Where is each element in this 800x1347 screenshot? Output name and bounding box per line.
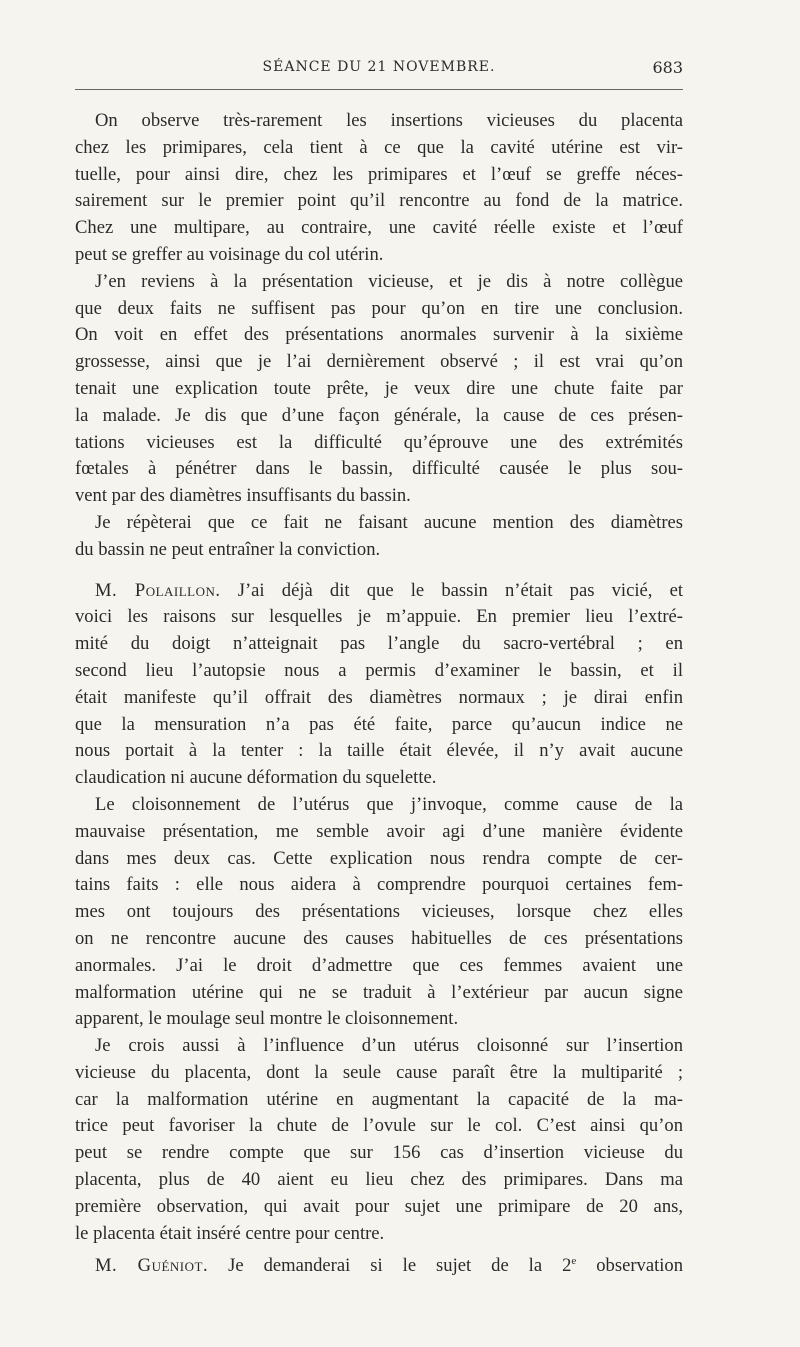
paragraph: [75, 108, 683, 269]
paragraph: [75, 510, 683, 564]
text-line: On voit en effet des présentations anormales survenir à la sixième: [75, 324, 683, 346]
text-line: [75, 1253, 683, 1280]
text-line: Je crois aussi à l’influence d’un utérus cloisonné sur l’insertion: [95, 1035, 683, 1057]
text-line: second lieu l’autopsie nous a permis d’examiner le bassin, et il: [75, 659, 683, 681]
text-line: trice peut favoriser la chute de l’ovule sur le col. C’est ainsi qu’on: [75, 1115, 683, 1137]
text-line: malformation utérine qui ne se traduit à l’extérieur par aucun signe: [75, 981, 683, 1003]
page-number: 683: [652, 58, 683, 77]
text-line: que deux faits ne suffisent pas pour qu’on en tire une conclusion.: [75, 297, 683, 319]
text-line: car la malformation utérine en augmentant la capacité de la ma-: [75, 1088, 683, 1110]
text-line: peut se rendre compte que sur 156 cas d’insertion vicieuse du: [75, 1142, 683, 1164]
page-body: [75, 108, 683, 1280]
paragraph: [75, 269, 683, 510]
text-line: grossesse, ainsi que je l’ai dernièrement observé ; il est vrai qu’on: [75, 351, 683, 373]
text-line: dans mes deux cas. Cette explication nous rendra compte de cer-: [75, 847, 683, 869]
text-line: placenta, plus de 40 aient eu lieu chez des primipares. Dans ma: [75, 1169, 683, 1191]
text-line: anormales. J’ai le droit d’admettre que ces femmes avaient une: [75, 954, 683, 976]
text-line: nous portait à la tenter : la taille était élevée, il n’y avait aucune: [75, 740, 683, 762]
text-line: mes ont toujours des présentations vicieuses, lorsque chez elles: [75, 901, 683, 923]
text-line: sairement sur le premier point qu’il rencontre au fond de la matrice.: [75, 190, 683, 212]
text-line: était manifeste qu’il offrait des diamètres normaux ; je dirai enfin: [75, 686, 683, 708]
text-line: tuelle, pour ainsi dire, chez les primipares et l’œuf se greffe néces-: [75, 163, 683, 185]
superscript: e: [571, 1255, 577, 1268]
text-line: que la mensuration n’a pas été faite, parce qu’aucun indice ne: [75, 713, 683, 735]
paragraph: [75, 792, 683, 1033]
text-line: tains faits : elle nous aidera à comprendre pourquoi certaines fem-: [75, 874, 683, 896]
text-run: observation: [576, 1255, 683, 1277]
text-line: J’en reviens à la présentation vicieuse, et je dis à notre collègue: [95, 270, 683, 292]
text-line: peut se greffer au voisinage du col utérin.: [75, 243, 384, 265]
page-header: [75, 55, 683, 83]
section-gap: [75, 564, 683, 578]
paragraph: [75, 1033, 683, 1247]
text-line: du bassin ne peut entraîner la conviction.: [75, 538, 381, 560]
book-page: [75, 55, 683, 1280]
text-line: claudication ni aucune déformation du squelette.: [75, 767, 437, 789]
text-line: tations vicieuses est la difficulté qu’éprouve une des extrémités: [75, 431, 683, 453]
paragraph: [75, 1253, 683, 1280]
text-run: Je demanderai si le sujet de la 2: [228, 1255, 572, 1277]
text-line: fœtales à pénétrer dans le bassin, difficulté causée le plus sou-: [75, 458, 683, 480]
text-line: voici les raisons sur lesquelles je m’appuie. En premier lieu l’extré-: [75, 606, 683, 628]
text-line: [75, 578, 683, 605]
text-line: première observation, qui avait pour sujet une primipare de 20 ans,: [75, 1195, 683, 1217]
text-line: Je répèterai que ce fait ne faisant aucune mention des diamètres: [95, 511, 683, 533]
text-line: Chez une multipare, au contraire, une cavité réelle existe et l’œuf: [75, 217, 683, 239]
text-line: mité du doigt n’atteignait pas l’angle du sacro-vertébral ; en: [75, 633, 683, 655]
speaker-name: M. Polaillon.: [95, 579, 221, 601]
text-line: On observe très-rarement les insertions vicieuses du placenta: [95, 110, 683, 131]
text-line: Le cloisonnement de l’utérus que j’invoque, comme cause de la: [95, 793, 683, 815]
text-line: mauvaise présentation, me semble avoir agi d’une manière évidente: [75, 820, 683, 842]
text-line: vicieuse du placenta, dont la seule cause paraît être la multiparité ;: [75, 1061, 683, 1083]
paragraph: [75, 578, 683, 792]
text-line: vent par des diamètres insuffisants du bassin.: [75, 485, 411, 507]
text-run: J’ai déjà dit que le bassin n’était pas vicié, et: [237, 579, 684, 601]
running-title: SÉANCE DU 21 NOVEMBRE.: [262, 59, 496, 75]
text-line: la malade. Je dis que d’une façon générale, la cause de ces présen-: [75, 404, 683, 426]
text-line: le placenta était inséré centre pour centre.: [75, 1222, 385, 1244]
text-line: apparent, le moulage seul montre le cloisonnement.: [75, 1008, 459, 1030]
header-rule: [75, 89, 683, 90]
speaker-name: M. Guéniot.: [95, 1255, 209, 1277]
text-line: on ne rencontre aucune des causes habituelles de ces présentations: [75, 927, 683, 949]
text-line: chez les primipares, cela tient à ce que la cavité utérine est vir-: [75, 136, 683, 158]
text-line: tenait une explication toute prête, je veux dire une chute faite par: [75, 377, 683, 399]
